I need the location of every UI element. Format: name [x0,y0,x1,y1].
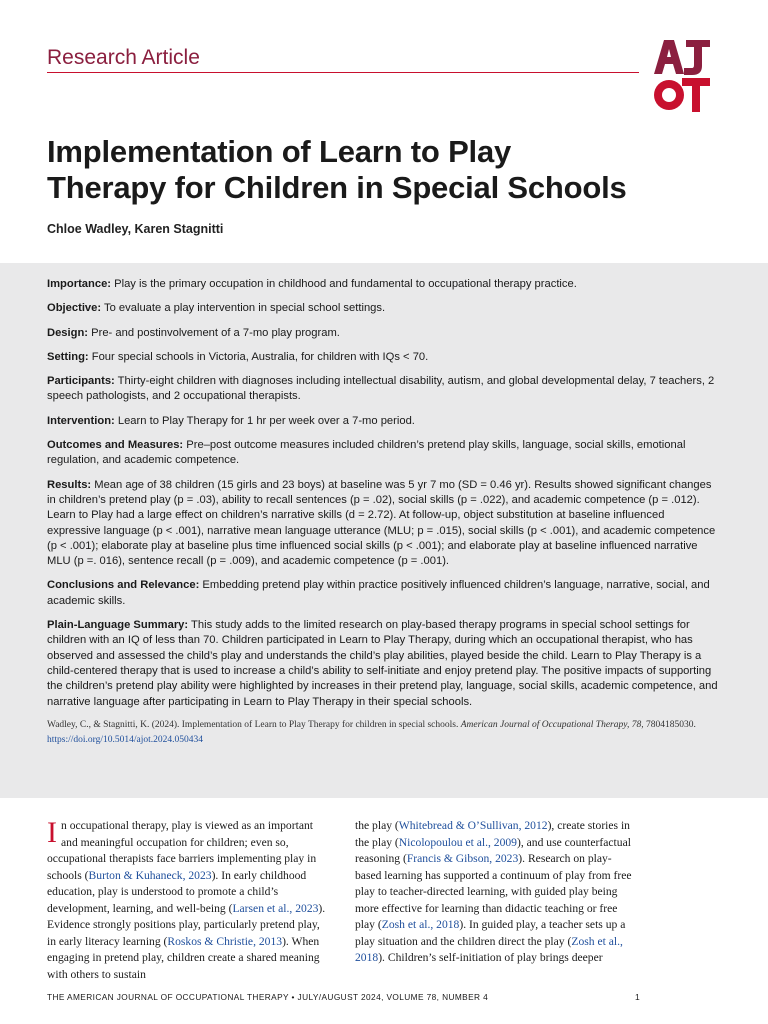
body-text: ). Research on play-based learning has supported a continuum of play from free play to teacher-directed learning, with guided play being more effective for learning than didactic teaching or free play ( [355,852,632,931]
reference-link[interactable]: Nicolopoulou et al., 2009 [398,835,517,849]
reference-link[interactable]: Zosh et al., 2018 [381,918,460,931]
abstract-conclusions: Conclusions and Relevance: Embedding pretend play within practice positively influenced children’s language, narrative, social, and academic skills. [47,579,710,607]
body-text: ). In early childhood education, play is understood to promote a child’s development, learning, and well-being ( [47,868,307,915]
reference-link[interactable]: Francis & Gibson, 2023 [406,852,519,865]
body-text: ). Evidence strongly positions play, particularly pretend play, in early literacy learning ( [47,901,326,948]
abstract-results: Results: Mean age of 38 children (15 girls and 23 boys) at baseline was 5 yr 7 mo (SD = 0.46 yr). Results showed significant changes in children’s pretend play (p = .03), ability to recall sentences (p = .02), social skills (p = .022), and academic competence (p = .012). Learn to Play had a large effect on children’s narrative skills (d = 2.72). At follow-up, object substitution at baseline influenced expressive language (p < .001), narrative mean language utterance (MLU; p = .015), social skills (p < .001), and academic competence (p < .001); elaborate play at baseline plus time influenced social skills (p < .001); and elaborate play at baseline influenced narrative MLU (p =. 016), sentence recall (p = .009), and academic competence (p = .001). [47,478,716,568]
page-number: 1 [635,992,640,1002]
abstract-design: Design: Pre- and postinvolvement of a 7-mo play program. [47,326,340,339]
abstract-importance: Importance: Play is the primary occupation in childhood and fundamental to occupational therapy practice. [47,278,577,290]
title-line-1: Implementation of Learn to Play [47,134,512,169]
reference-link[interactable]: Whitebread & O’Sullivan, 2012 [398,819,548,832]
reference-link[interactable]: Roskos & Christie, 2013 [167,934,283,948]
abstract-outcomes: Outcomes and Measures: Pre–post outcome measures included children’s pretend play skills, language, social skills, emotional regulation, and academic competence. [47,439,686,467]
abstract-setting: Setting: Four special schools in Victoria, Australia, for children with IQs < 70. [47,350,429,363]
body-column-right [355,818,637,967]
abstract-intervention: Intervention: Learn to Play Therapy for 1 hr per week over a 7-mo period. [47,414,415,427]
drop-cap: I [47,816,57,849]
body-text: ), and use counterfactual reasoning ( [355,835,631,865]
body-text: ). In guided play, a teacher sets up a play situation and the children direct the play ( [355,918,626,948]
structured-abstract [0,263,768,798]
body-text: ). When engaging in pretend play, children create a shared meaning with others to sustain [47,934,320,981]
header-rule [47,72,639,73]
authors: Chloe Wadley, Karen Stagnitti [47,222,224,236]
right-column-text [355,819,632,964]
section-label: Research Article [47,46,200,69]
title-line-2: Therapy for Children in Special Schools [47,170,627,205]
body-text: n occupational therapy, play is viewed as an important and meaningful occupation for children; even so, occupational therapists face barriers implementing play in schools ( [47,819,317,882]
reference-link[interactable]: Burton & Kuhaneck, 2023 [88,868,212,882]
reference-link[interactable]: Larsen et al., 2023 [232,901,319,915]
left-column-text [47,816,326,981]
reference-link[interactable]: Zosh et al., 2018 [355,934,623,964]
body-column-left [47,818,329,983]
abstract-plain-language: Plain-Language Summary: This study adds to the limited research on play-based therapy programs in special school settings for children with an IQ of less than 70. Children participated in Learn to Play Therapy, during which an occupational therapist, who has observed and assessed the child’s play and understands the child’s play abilities, played beside the child. Learn to Play Therapy is a child-centered therapy that is used to increase a child’s ability to self-initiate and enjoy pretend play. The positive impacts of supporting the children’s pretend play ability were highlighted by increases in their pretend play, language, social skills, academic competence, and narrative language after participating in Learn to Play Therapy in their special schools. [47,619,718,708]
body-text: the play ( [355,819,399,832]
abstract-objective: Objective: To evaluate a play intervention in special school settings. [47,302,386,315]
doi-link[interactable]: https://doi.org/10.5014/ajot.2024.050434 [47,734,204,745]
abstract-participants: Participants: Thirty-eight children with diagnoses including intellectual disability, autism, and global developmental delay, 7 teachers, 2 speech pathologists, and 2 occupational therapists. [47,375,715,403]
article-title [47,134,687,206]
journal-footer: THE AMERICAN JOURNAL OF OCCUPATIONAL THERAPY • JULY/AUGUST 2024, VOLUME 78, NUMBER 4 [47,992,489,1002]
citation: Wadley, C., & Stagnitti, K. (2024). Implementation of Learn to Play Therapy for children in special schools. American Journal of Occupational Therapy, 78, 7804185030. https://doi.org/10.5014/ajot.2024.050434 [47,719,696,745]
body-text: ). Children’s self-initiation of play brings deeper [378,951,603,964]
body-text: ), create stories in the play ( [355,819,630,849]
ajot-logo [652,38,712,114]
